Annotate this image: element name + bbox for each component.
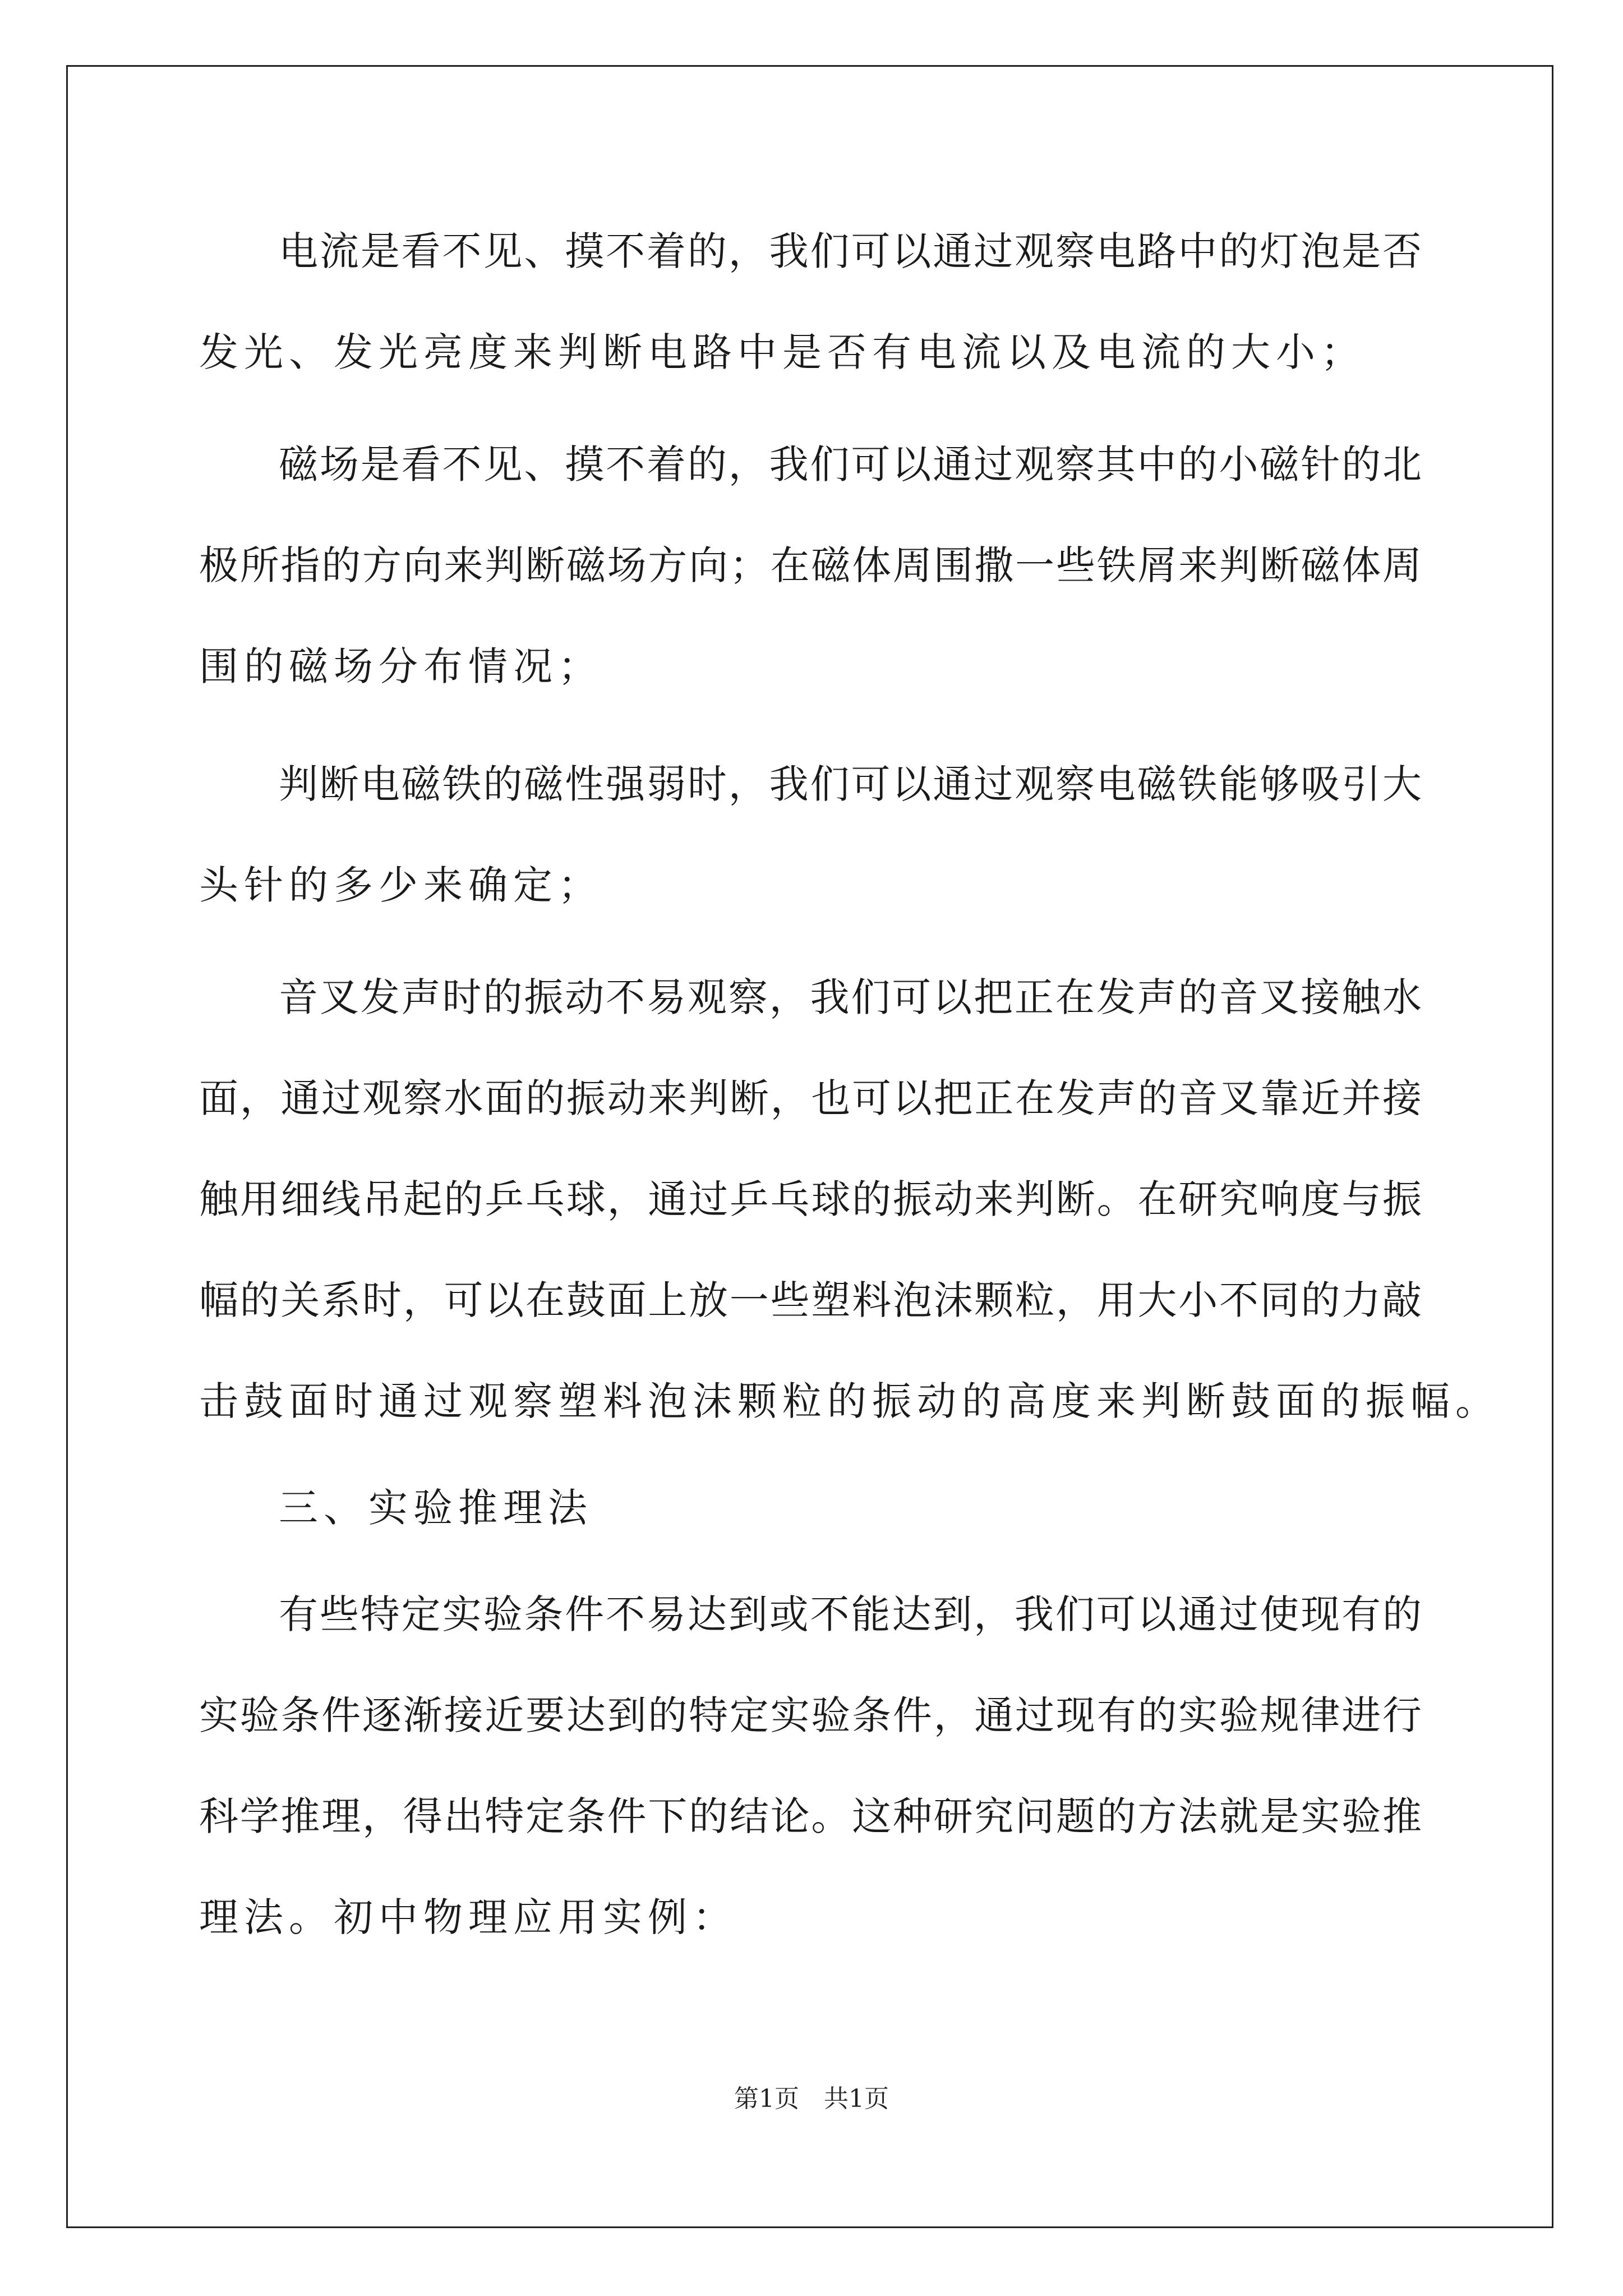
- paragraph-line: 击鼓面时通过观察塑料泡沫颗粒的振动的高度来判断鼓面的振幅。: [199, 1378, 1500, 1424]
- paragraph-line: 实验条件逐渐接近要达到的特定实验条件，通过现有的实验规律进行: [199, 1692, 1422, 1738]
- paragraph-line: 幅的关系时，可以在鼓面上放一些塑料泡沫颗粒，用大小不同的力敲: [199, 1277, 1422, 1323]
- paragraph-line: 有些特定实验条件不易达到或不能达到，我们可以通过使现有的: [279, 1591, 1422, 1637]
- paragraph-line: 判断电磁铁的磁性强弱时，我们可以通过观察电磁铁能够吸引大: [279, 761, 1422, 807]
- paragraph-line: 极所指的方向来判断磁场方向；在磁体周围撒一些铁屑来判断磁体周: [199, 542, 1422, 588]
- paragraph-line: 磁场是看不见、摸不着的，我们可以通过观察其中的小磁针的北: [279, 441, 1422, 487]
- paragraph-line: 面，通过观察水面的振动来判断，也可以把正在发声的音叉靠近并接: [199, 1075, 1422, 1121]
- paragraph-line: 围的磁场分布情况；: [199, 643, 603, 689]
- paragraph-line: 发光、发光亮度来判断电路中是否有电流以及电流的大小；: [199, 329, 1366, 375]
- paragraph-line: 触用细线吊起的乒乓球，通过乒乓球的振动来判断。在研究响度与振: [199, 1176, 1422, 1222]
- section-heading: 三、实验推理法: [279, 1485, 593, 1531]
- paragraph-line: 电流是看不见、摸不着的，我们可以通过观察电路中的灯泡是否: [279, 228, 1422, 274]
- page-number-footer: 第1页 共1页: [734, 2085, 889, 2113]
- paragraph-line: 科学推理，得出特定条件下的结论。这种研究问题的方法就是实验推: [199, 1793, 1422, 1839]
- paragraph-line: 理法。初中物理应用实例：: [199, 1894, 737, 1940]
- paragraph-line: 头针的多少来确定；: [199, 862, 603, 908]
- paragraph-line: 音叉发声时的振动不易观察，我们可以把正在发声的音叉接触水: [279, 974, 1422, 1020]
